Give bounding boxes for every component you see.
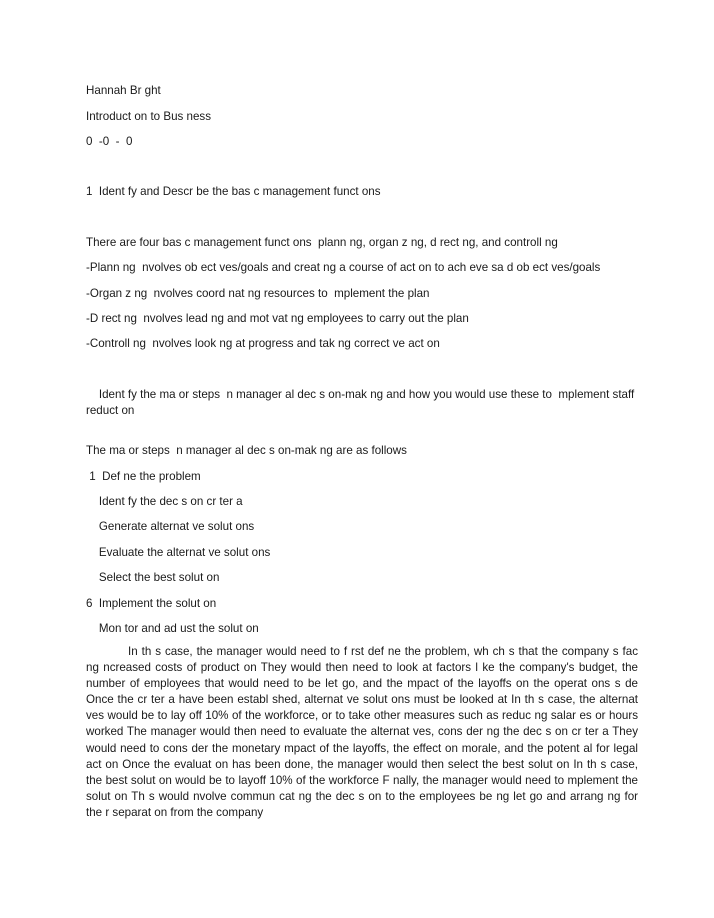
step-item: Ident fy the dec s on cr ter a <box>86 495 243 508</box>
step-item: 6 Implement the solut on <box>86 597 217 610</box>
course-title: Introduct on to Bus ness <box>86 110 212 123</box>
function-item-directing: -D rect ng nvolves lead ng and mot vat ng employees to carry out the plan <box>86 312 469 325</box>
question-1-intro: There are four bas c management funct ons plann ng, organ z ng, d rect ng, and controll ng <box>86 236 558 249</box>
function-item-organizing: -Organ z ng nvolves coord nat ng resources to mplement the plan <box>86 287 430 300</box>
step-item: 1 Def ne the problem <box>86 470 201 483</box>
step-item: Evaluate the alternat ve solut ons <box>86 546 271 559</box>
body-paragraph: In th s case, the manager would need to f rst def ne the problem, wh ch s that the company s fac ng ncreased costs of product on They would then need to look at factors l ke the company's budget, the number of employees that would need to be let go, and the mpact of the layoffs on the operat ons s de Once the cr ter a have been establ shed, alternat ve solut ons must be looked at In th s case, the alternat ves would be to lay off 10% of the workforce, or to take other measures such as reduc ng salar es or hours worked The manager would then need to evaluate the alternat ves, cons der ng the dec s on cr ter a They would need to cons der the monetary mpact of the layoffs, the effect on morale, and the potent al for legal act on Once the evaluat on has been done, the manager would then select the best solut on In th s case, the best solut on would be to layoff 10% of the workforce F nally, the manager would need to mplement the solut on Th s would nvolve commun cat ng the dec s on to the employees be ng let go and arrang ng for the r separat on from the company <box>86 645 638 819</box>
step-item: Generate alternat ve solut ons <box>86 520 255 533</box>
function-item-planning: -Plann ng nvolves ob ect ves/goals and creat ng a course of act on to ach eve sa d ob ect ves/goals <box>86 261 601 274</box>
question-1-heading: 1 Ident fy and Descr be the bas c management funct ons <box>86 185 381 198</box>
question-2-heading: Ident fy the ma or steps n manager al dec s on-mak ng and how you would use these to mplement staff reduct on <box>86 388 638 417</box>
function-item-controlling: -Controll ng nvolves look ng at progress and tak ng correct ve act on <box>86 337 440 350</box>
author-name: Hannah Br ght <box>86 84 161 97</box>
question-2-intro: The ma or steps n manager al dec s on-mak ng are as follows <box>86 444 407 457</box>
step-item: Select the best solut on <box>86 571 220 584</box>
document-date: 0 -0 - 0 <box>86 135 133 148</box>
step-item: Mon tor and ad ust the solut on <box>86 622 259 635</box>
